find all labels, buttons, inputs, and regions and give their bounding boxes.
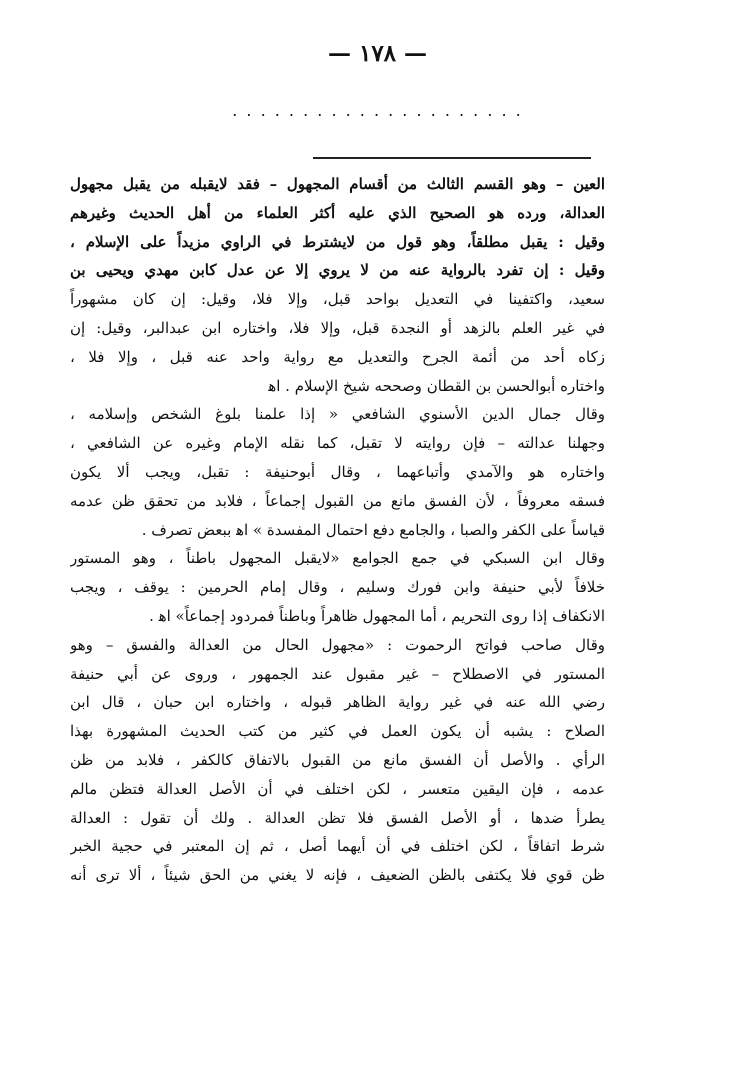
text-line: العين – وهو القسم الثالث من أقسام المجهول – فقد لايقبله من يقبل مجهول: [70, 175, 605, 193]
text-line: وقال ابن السبكي في جمع الجوامع «لايقبل المجهول باطناً ، وهو المستور: [70, 549, 605, 568]
text-line: الصلاح : يشبه أن يكون العمل في كثير من كتب الحديث المشهورة بهذا: [70, 722, 605, 741]
text-line: المستور في الاصطلاح – غير مقبول عند الجمهور ، وروى عن أبي حنيفة: [70, 664, 605, 683]
text-line: وقال جمال الدين الأسنوي الشافعي « إذا علمنا بلوغ الشخص وإسلامه ،: [70, 405, 605, 424]
ellipsis-separator: . . . . . . . . . . . . . . . . . . . . .: [232, 101, 523, 120]
text-line: وقيل : إن تفرد بالرواية عنه من لا يروي إلا عن عدل كابن مهدي ويحيى بن: [70, 261, 605, 280]
text-line: قياساً على الكفر والصبا ، والجامع دفع احتمال المفسدة » اﻫ ببعض تصرف .: [141, 520, 605, 539]
footnote-rule: [313, 157, 591, 159]
text-line: سعيد، واكتفينا في التعديل بواحد قبل، وإلا فلا، وقيل: إن كان مشهوراً: [70, 290, 605, 309]
text-line: فسقه معروفاً ، لأن الفسق مانع من القبول إجماعاً ، فلابد من تحقق ظن عدمه: [70, 491, 605, 510]
body-text: [70, 170, 605, 890]
page-number: — ١٧٨ —: [327, 40, 428, 67]
text-line: شرط اتفاقاً ، لكن اختلف في أن أيهما أصل ، ثم إن المعتبر في حجية الخبر: [70, 837, 605, 856]
text-line: العدالة، ورده هو الصحيح الذي عليه أكثر العلماء من أهل الحديث وغيرهم: [70, 203, 605, 222]
text-line: في غير العلم بالزهد أو النجدة قبل، وإلا فلا، واختاره ابن عبدالبر، وقيل: إن: [70, 318, 605, 337]
text-line: الرأي . والأصل أن الفسق مانع من القبول بالاتفاق كالكفر ، فلابد من ظن: [70, 750, 605, 769]
text-line: واختاره أبوالحسن بن القطان وصححه شيخ الإسلام . اﻫ: [268, 376, 605, 395]
text-line: وجهلنا عدالته – فإن روايته لا تقبل، كما نقله الإمام وغيره عن الشافعي ،: [70, 434, 605, 453]
text-line: خلافاً لأبي حنيفة وابن فورك وسليم ، وقال إمام الحرمين : يوقف ، ويجب: [70, 578, 605, 597]
text-line: وقيل : يقبل مطلقاً، وهو قول من لايشترط في الراوي مزيداً على الإسلام ،: [70, 232, 605, 251]
text-line: عدمه ، فإن اليقين متعسر ، لكن اختلف في أن الأصل العدالة فتظن مالم: [70, 779, 605, 798]
text-line: ظن قوي فلا يكتفى بالظن الضعيف ، فإنه لا يغني من الحق شيئاً ، ألا ترى أنه: [70, 866, 605, 885]
text-line: يطرأ ضدها ، أو الأصل الفسق فلا تظن العدالة . ولك أن تقول : العدالة: [70, 808, 605, 827]
text-line: رضي الله عنه في غير رواية الظاهر قبوله ، واختاره ابن حبان ، قال ابن: [70, 693, 605, 712]
text-line: الانكفاف إذا روى التحريم ، أما المجهول ظاهراً وباطناً فمردود إجماعاً» اﻫ .: [149, 606, 605, 625]
text-line: زكاه أحد من أئمة الجرح والتعديل مع رواية واحد عنه قبل ، وإلا فلا ،: [70, 347, 605, 366]
text-line: وقال صاحب فواتح الرحموت : «مجهول الحال من العدالة والفسق – وهو: [70, 635, 605, 654]
text-line: واختاره هو والآمدي وأتباعهما ، وقال أبوحنيفة : تقبل، ويجب ألا يكون: [70, 462, 605, 481]
